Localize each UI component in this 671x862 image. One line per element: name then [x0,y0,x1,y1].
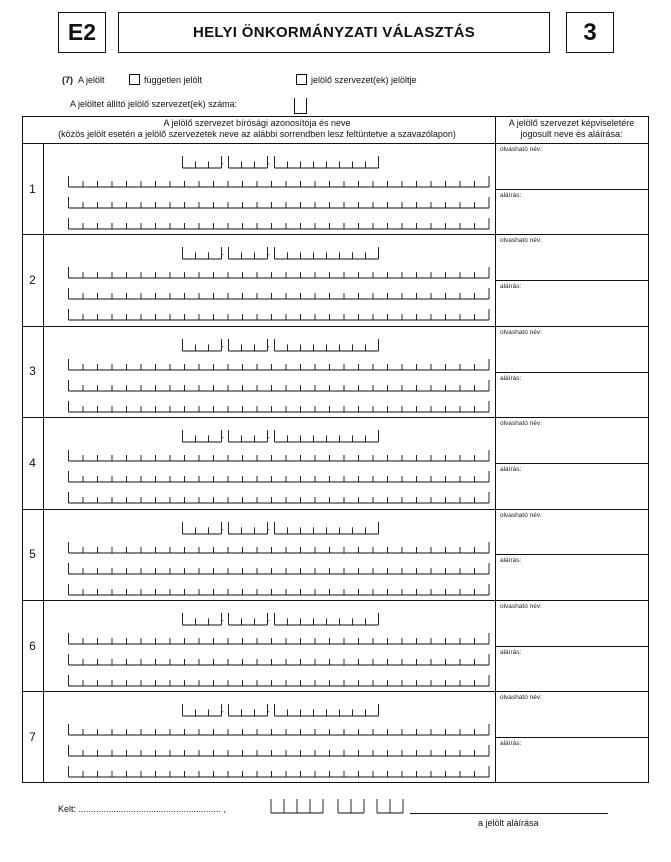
readable-name-label: olvasható név: [500,694,542,702]
candidate-label: A jelölt [78,75,105,85]
row-number: 2 [29,273,36,288]
org-candidate-label: jelölő szervezet(ek) jelöltje [311,75,417,85]
row-number: 3 [29,364,36,379]
col2-header-line1: A jelölő szervezet képviseletére [508,118,635,128]
form-title: HELYI ÖNKORMÁNYZATI VÁLASZTÁS [118,12,550,53]
readable-name-label: olvasható név: [500,420,542,428]
page-number: 3 [566,12,614,53]
signature-label: aláírás: [500,374,522,382]
id-separator: - [267,616,270,625]
candidate-signature-line[interactable] [410,813,608,814]
row-number: 5 [29,547,36,562]
signature-label: aláírás: [500,557,522,565]
id-separator: - [267,159,270,168]
row-number: 7 [29,730,36,745]
id-separator: - [267,250,270,260]
id-separator: - [221,341,224,351]
id-separator: - [221,433,224,443]
date-comb[interactable] [377,799,403,813]
id-separator: - [267,341,270,351]
id-separator: - [267,524,270,534]
readable-name-label: olvasható név: [500,603,542,610]
row-number: 1 [29,181,36,196]
section-number: (7) [62,75,73,85]
signature-label: aláírás: [500,740,522,748]
readable-name-label: olvasható név: [500,237,542,245]
id-separator: - [221,524,224,534]
signature-label: aláírás: [500,283,522,291]
id-separator: - [221,707,224,717]
id-separator: - [221,250,224,260]
date-comb[interactable] [271,799,323,813]
id-separator: - [221,616,224,625]
signature-label: aláírás: [500,465,522,473]
readable-name-label: olvasható név: [500,146,542,153]
independent-label: független jelölt [144,75,203,85]
org-count-label: A jelöltet állító jelölő szervezet(ek) száma: [70,99,238,109]
readable-name-label: olvasható név: [500,511,542,519]
form-code: E2 [58,12,106,53]
row-number: 6 [29,638,36,653]
readable-name-label: olvasható név: [500,328,542,336]
col2-header-line2: jogosult neve és aláírása: [520,129,623,139]
id-separator: - [267,707,270,717]
id-separator: - [221,159,224,168]
col1-header-line1: A jelölő szervezet bírósági azonosítója és neve [163,118,351,128]
row-number: 4 [29,455,36,470]
signature-label: aláírás: [500,191,522,199]
id-separator: - [267,433,270,443]
date-comb[interactable] [338,799,364,813]
candidate-signature-caption: a jelölt aláírása [478,818,539,828]
place-date-label: Kelt: ......................................................... , [58,804,227,814]
col1-header-line2: (közös jelölt esetén a jelölő szervezetek neve az alábbi sorrendben lesz feltüntetve a szavazólapon) [58,129,456,139]
signature-label: aláírás: [500,648,522,656]
